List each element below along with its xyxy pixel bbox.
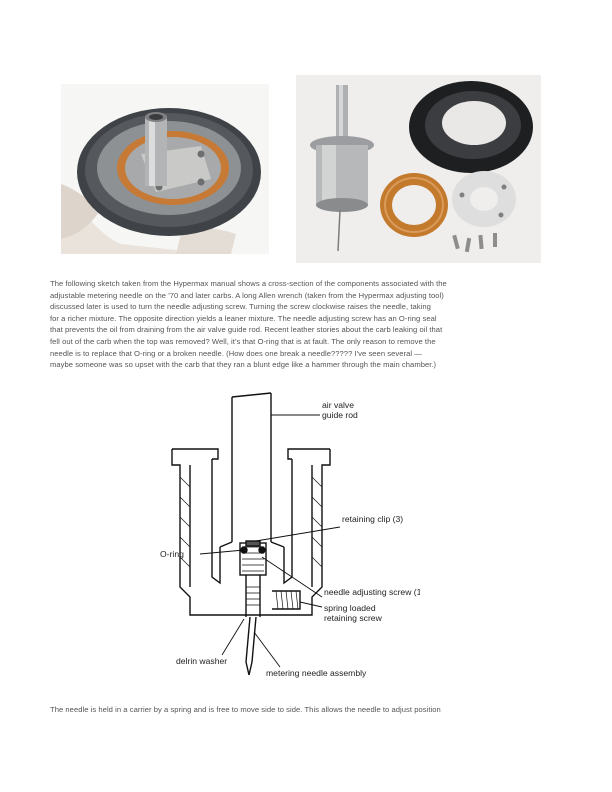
paragraph-line: needle is to replace that O-ring or a broken needle. (How does one break a needle????? I've seen several — [50,348,422,358]
paragraph-line: The following sketch taken from the Hypermax manual shows a cross-section of the components associated with the [50,279,447,288]
label-delrin-washer: delrin washer [176,656,228,666]
paragraph-line: discussed later is used to turn the needle adjusting screw. Turning the screw clockwise raises the needle, taking [50,302,431,312]
paragraph-line: for a richer mixture. The opposite direction yields a leaner mixture. The needle adjusting screw has an O-ring seal [50,313,437,323]
label-retaining-screw: retaining screw [324,613,382,623]
paragraph-line: adjustable metering needle on the '70 and later carbs. A long Allen wrench (taken from the Hypermax adjusting tool) [50,290,444,300]
label-air-valve: air valve [322,400,354,410]
label-o-ring: O-ring [160,549,184,559]
label-needle-adjusting-screw: needle adjusting screw (1) [324,587,420,597]
label-spring-loaded: spring loaded [324,603,376,613]
paragraph-line: maybe someone was so upset with the carb that they ran a blunt edge like a hammer through the main chamber.) [50,360,437,370]
paragraph-line: fell out of the carb when the top was removed? Well, it's that O-ring that is at fault. The only reason to remove the [50,336,436,346]
label-guide-rod: guide rod [322,410,358,420]
label-retaining-clip: retaining clip (3) [342,514,404,524]
paragraph-line: that prevents the oil from draining from the air valve guide rod. Recent leather stories about the carb leaking oil that [50,325,443,335]
closing-paragraph [50,704,562,716]
intro-paragraph [50,278,562,371]
label-metering-needle: metering needle assembly [266,668,367,678]
cross-section-diagram [160,387,420,687]
diaphragm-photo [61,84,269,254]
disassembled-parts-photo [296,75,541,263]
paragraph-line: The needle is held in a carrier by a spring and is free to move side to side. This allows the needle to adjust position [50,705,441,714]
